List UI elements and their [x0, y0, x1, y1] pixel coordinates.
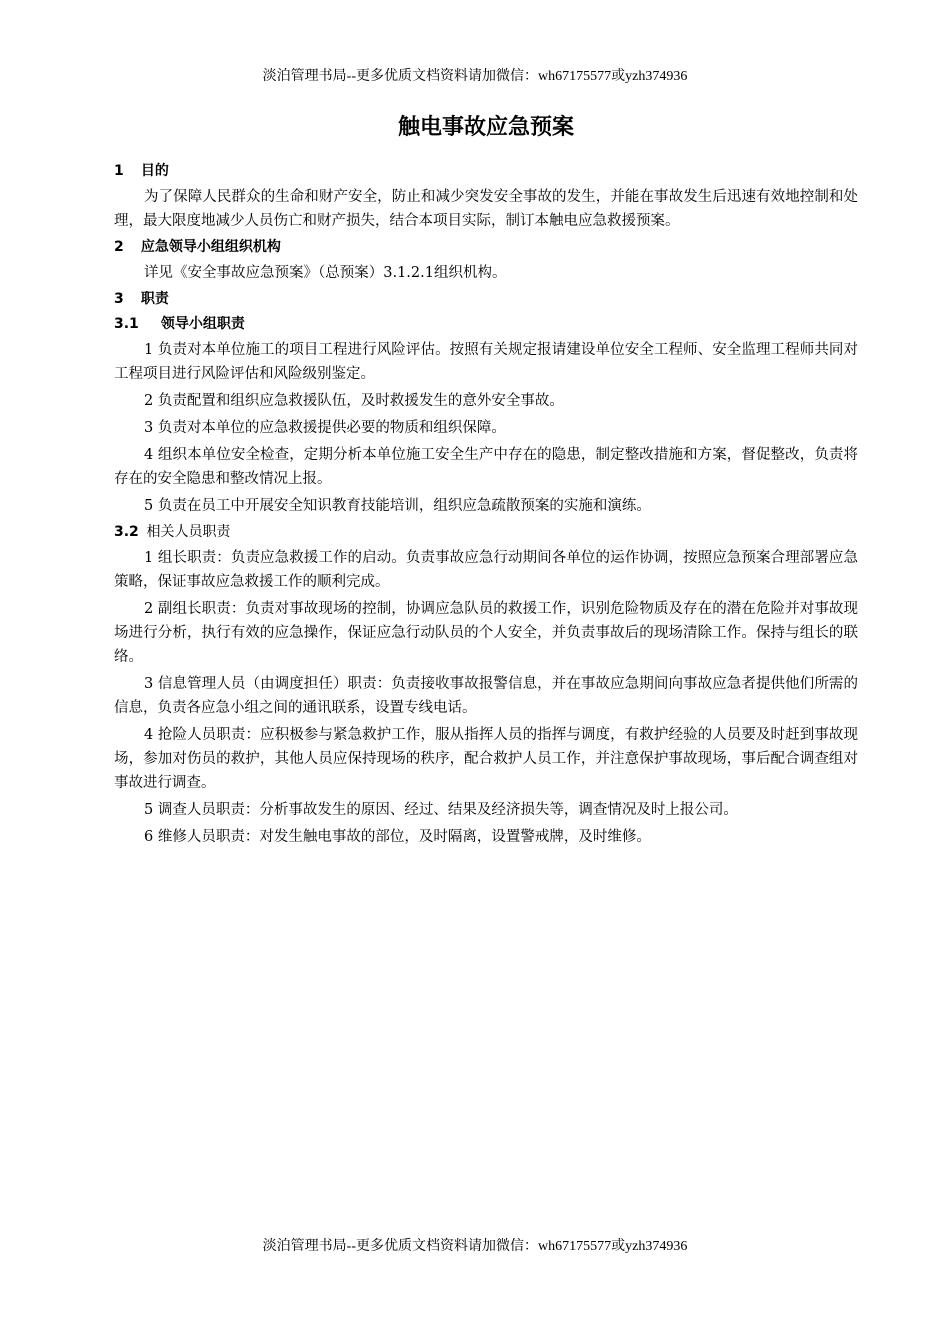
section-title: 领导小组职责: [160, 316, 245, 332]
list-item: 5 调查人员职责：分析事故发生的原因、经过、结果及经济损失等，调查情况及时上报公司。: [144, 802, 738, 818]
section-number: 3.2: [114, 524, 139, 540]
list-item: 1 负责对本单位施工的项目工程进行风险评估。按照有关规定报请建设单位安全工程师、安全监理工程师共同对工程项目进行风险评估和风险级别鉴定。: [114, 342, 858, 382]
section-number: 1: [114, 163, 124, 179]
section-number: 3: [114, 291, 124, 307]
list-item: 3 负责对本单位的应急救援提供必要的物质和组织保障。: [144, 420, 506, 436]
list-item: 1 组长职责：负责应急救援工作的启动。负责事故应急行动期间各单位的运作协调，按照应急预案合理部署应急策略，保证事故应急救援工作的顺利完成。: [114, 550, 858, 590]
list-item: 6 维修人员职责：对发生触电事故的部位，及时隔离，设置警戒牌，及时维修。: [144, 829, 651, 845]
document-title: 触电事故应急预案: [397, 115, 574, 140]
list-item: 3 信息管理人员（由调度担任）职责：负责接收事故报警信息，并在事故应急期间向事故应急者提供他们所需的信息，负责各应急小组之间的通讯联系，设置专线电话。: [114, 676, 858, 716]
section-number: 2: [114, 239, 124, 255]
page-header: 淡泊管理书局--更多优质文档资料请加微信：wh67175577或yzh374936: [262, 69, 688, 84]
section-heading-3-1: [114, 313, 858, 335]
paragraph: 详见《安全事故应急预案》（总预案）3.1.2.1组织机构。: [144, 265, 507, 281]
list-item: 4 抢险人员职责：应积极参与紧急救护工作，服从指挥人员的指挥与调度，有救护经验的人员要及时赶到事故现场，参加对伤员的救护，其他人员应保持现场的秩序，配合救护人员工作，并注意保护事故现场，事后配合调查组对事故进行调查。: [114, 727, 858, 791]
list-item: 2 负责配置和组织应急救援队伍，及时救援发生的意外安全事故。: [144, 393, 564, 409]
section-heading-3-2: [114, 521, 858, 543]
section-heading-2: [114, 236, 858, 258]
section-title: 应急领导小组组织机构: [140, 239, 281, 255]
section-number: 3.1: [114, 316, 139, 332]
section-heading-3: [114, 288, 858, 310]
section-title: 职责: [140, 291, 169, 307]
list-item: 5 负责在员工中开展安全知识教育技能培训，组织应急疏散预案的实施和演练。: [144, 498, 651, 514]
section-title: 相关人员职责: [146, 524, 231, 540]
document-body: [114, 112, 858, 852]
section-title: 目的: [140, 163, 169, 179]
list-item: 4 组织本单位安全检查，定期分析本单位施工安全生产中存在的隐患，制定整改措施和方案，督促整改，负责将存在的安全隐患和整改情况上报。: [114, 447, 858, 487]
list-item: 2 副组长职责：负责对事故现场的控制，协调应急队员的救援工作，识别危险物质及存在的潜在危险并对事故现场进行分析，执行有效的应急操作，保证应急行动队员的个人安全，并负责事故后的现场清除工作。保持与组长的联络。: [114, 601, 858, 665]
page-footer: 淡泊管理书局--更多优质文档资料请加微信：wh67175577或yzh374936: [262, 1239, 688, 1254]
section-heading-1: [114, 160, 858, 182]
paragraph: 为了保障人民群众的生命和财产安全，防止和减少突发安全事故的发生，并能在事故发生后迅速有效地控制和处理，最大限度地减少人员伤亡和财产损失，结合本项目实际，制订本触电应急救援预案。: [114, 189, 858, 229]
